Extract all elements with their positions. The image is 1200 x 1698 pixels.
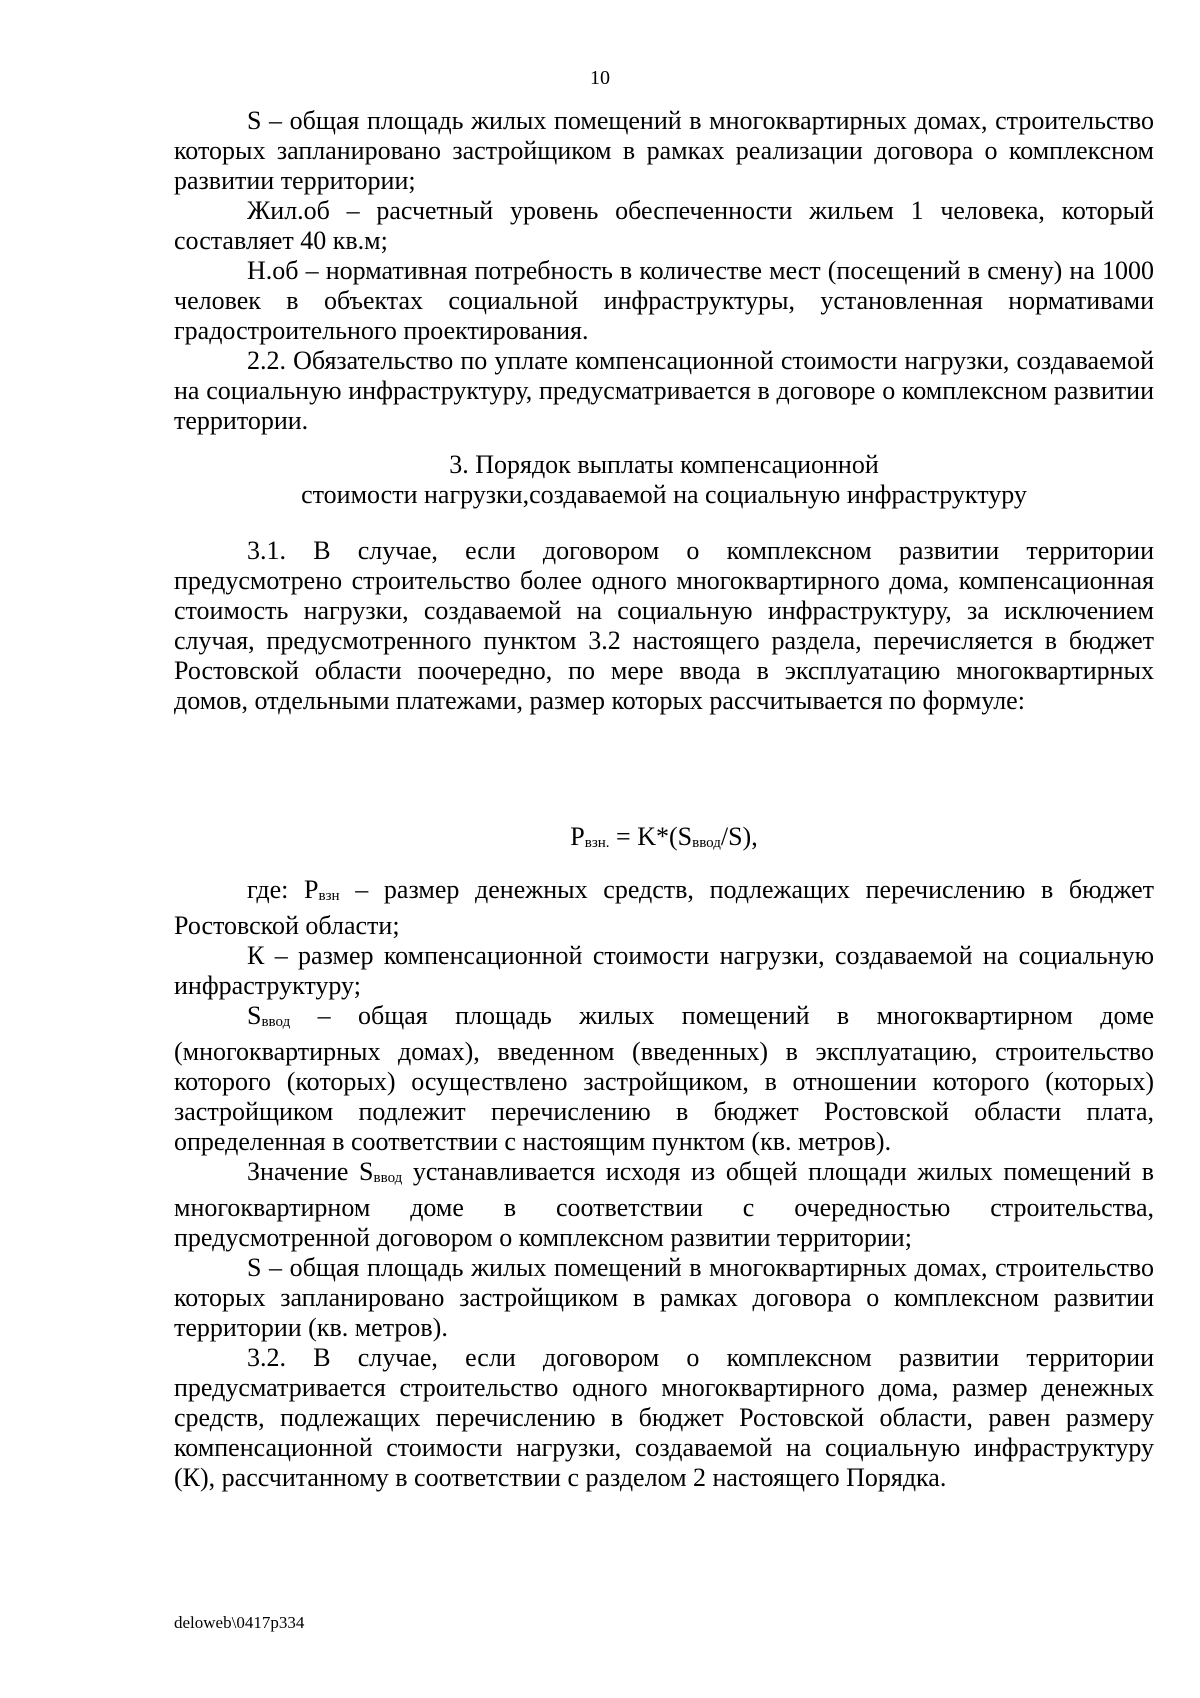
definition-k: К – размер компенсационной стоимости нагрузки, создаваемой на социальную инфраструктуру;: [174, 941, 1154, 1000]
paragraph-3-1: 3.1. В случае, если договором о комплексном развитии территории предусмотрено строительство более одного многоквартирного дома, компенсационная стоимость нагрузки, создаваемой на социальную инфраструктуру, за исключением случая, предусмотренного пунктом 3.2 настоящего раздела, перечисляется в бюджет Ростовской области поочередно, по мере ввода в эксплуатацию многоквартирных домов, отдельными платежами, размер которых рассчитывается по формуле:: [174, 536, 1154, 715]
paragraph-zhil-ob: Жил.об – расчетный уровень обеспеченности жильем 1 человека, который составляет 40 кв.м;: [174, 196, 1154, 255]
formula-p: P: [570, 822, 585, 851]
formula-p-subscript: взн.: [584, 835, 610, 851]
top-text-block: [174, 106, 1154, 436]
definition-s-total: S – общая площадь жилых помещений в многоквартирных домах, строительство которых запланировано застройщиком в рамках договора о комплексном развитии территории (кв. метров).: [174, 1253, 1154, 1342]
definition-s-vvod-value-text: устанавливается исходя из общей площади жилых помещений в многоквартирном доме в соответствии с очередностью строительства, предусмотренной договором о комплексном развитии территории;: [174, 1157, 1154, 1252]
section-heading: [174, 450, 1154, 510]
definition-p-vzn-subscript: взн: [318, 888, 340, 904]
definition-s-vvod-value-prefix: Значение S: [247, 1157, 374, 1186]
definition-p-vzn-text: – размер денежных средств, подлежащих перечислению в бюджет Ростовской области;: [174, 875, 1155, 940]
paragraph-n-ob: Н.об – нормативная потребность в количестве мест (посещений в смену) на 1000 человек в объектах социальной инфраструктуры, установленная нормативами градостроительного проектирования.: [174, 256, 1154, 345]
formula-end: /S),: [720, 822, 758, 851]
formula-middle: = K*(S: [609, 822, 693, 851]
document-footer-code: deloweb\0417p334: [174, 1613, 305, 1632]
section-heading-line1: 3. Порядок выплаты компенсационной: [449, 450, 879, 479]
paragraph-2-2: 2.2. Обязательство по уплате компенсационной стоимости нагрузки, создаваемой на социальную инфраструктуру, предусматривается в договоре о комплексном развитии территории.: [174, 346, 1154, 435]
definition-p-vzn-prefix: где: P: [247, 875, 319, 904]
section-intro-block: [174, 536, 1154, 716]
formula: [174, 822, 1154, 858]
formula-s-subscript: ввод: [692, 835, 721, 851]
page-number: 10: [590, 67, 610, 89]
definition-s-vvod-value: [174, 1157, 1154, 1253]
definition-p-vzn: [174, 875, 1154, 941]
definitions-block: [174, 875, 1154, 1493]
definition-s-vvod-value-subscript: ввод: [373, 1170, 403, 1186]
definition-s-vvod: [174, 1001, 1154, 1157]
definition-s-vvod-letter: S: [247, 1001, 262, 1030]
section-heading-line2: стоимости нагрузки,создаваемой на социальную инфраструктуру: [301, 480, 1027, 509]
definition-s-vvod-text: – общая площадь жилых помещений в многоквартирном доме (многоквартирных домах), введенном (введенных) в эксплуатацию, строительство которого (которых) осуществлено застройщиком, в отношении которого (которых) застройщиком подлежит перечислению в бюджет Ростовской области плата, определенная в соответствии с настоящим пунктом (кв. метров).: [174, 1001, 1154, 1156]
definition-s-vvod-subscript: ввод: [261, 1014, 291, 1030]
paragraph-3-2: 3.2. В случае, если договором о комплексном развитии территории предусматривается строительство одного многоквартирного дома, размер денежных средств, подлежащих перечислению в бюджет Ростовской области, равен размеру компенсационной стоимости нагрузки, создаваемой на социальную инфраструктуру (К), рассчитанному в соответствии с разделом 2 настоящего Порядка.: [174, 1343, 1154, 1492]
paragraph-s-definition: S – общая площадь жилых помещений в многоквартирных домах, строительство которых запланировано застройщиком в рамках реализации договора о комплексном развитии территории;: [174, 106, 1154, 195]
